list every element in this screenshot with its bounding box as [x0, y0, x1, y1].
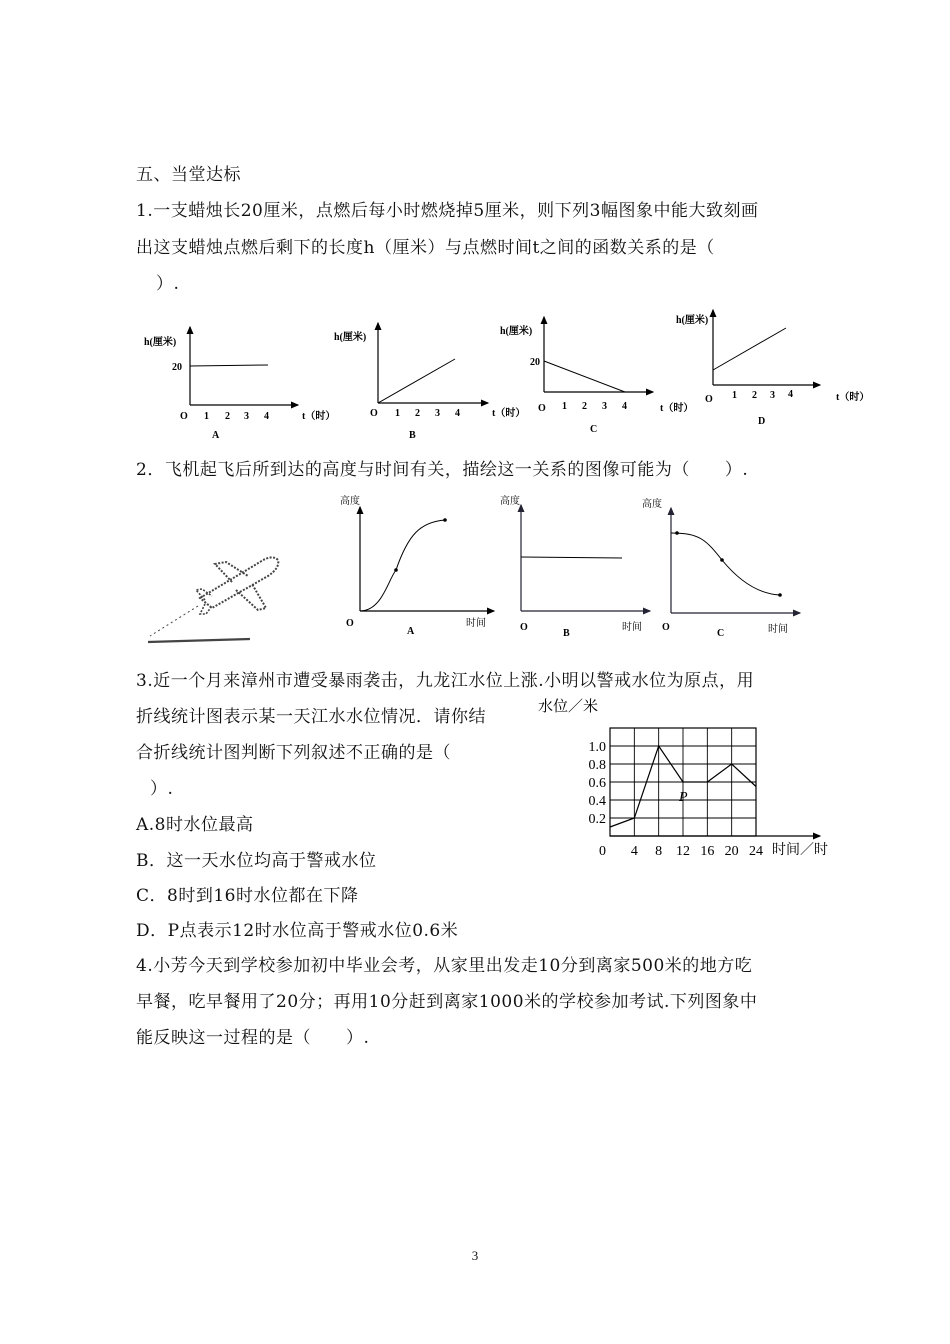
graph-1c-x-tick: 2: [582, 401, 587, 412]
chart-y-label: 水位／米: [538, 699, 599, 715]
graph-1b-x-tick: 3: [435, 408, 440, 419]
graph-1c-x-tick: 1: [562, 401, 567, 412]
graph-1b-x-tick: 4: [455, 408, 460, 419]
graph-2b-x-axis: 时间: [622, 622, 642, 633]
graph-1b: [334, 323, 525, 441]
graph-2c-label: C: [717, 628, 725, 639]
chart-ticks: [589, 740, 764, 859]
graph-1d: [676, 310, 869, 427]
graph-2a-label: A: [407, 626, 415, 637]
section-title: 五、当堂达标: [136, 165, 241, 185]
question-4-line-2: 早餐，吃早餐用了20分；再用10分赶到离家1000米的学校参加考试.下列图象中: [136, 992, 758, 1012]
graph-1b-label: B: [409, 430, 416, 441]
question-2-graphs: [0, 490, 950, 650]
x-tick-label: 16: [700, 844, 715, 859]
x-tick-label: 12: [676, 844, 690, 859]
question-3-line-2: 折线统计图表示某一天江水水位情况．请你结: [136, 707, 486, 727]
question-3-option-b: B．这一天水位均高于警戒水位: [136, 851, 377, 871]
graph-2c-y-axis: 高度: [642, 499, 662, 510]
graph-2a: [340, 494, 494, 637]
y-tick-label: 0.2: [588, 812, 606, 827]
graph-1d-x-tick: 1: [732, 390, 737, 401]
y-tick-label: 0.6: [588, 776, 606, 791]
question-1-graphs: [0, 305, 950, 445]
question-4-line-1: 4.小芳今天到学校参加初中毕业会考，从家里出发走10分到离家500米的地方吃: [136, 956, 753, 976]
x-tick-label: 24: [749, 844, 763, 859]
x-tick-label: 8: [655, 844, 663, 859]
question-3-option-c: C．8时到16时水位都在下降: [136, 886, 359, 906]
graph-1a-x-axis: t（时）: [302, 411, 336, 422]
graph-1c-x-tick: 3: [602, 401, 607, 412]
x-tick-label: 4: [630, 844, 638, 859]
graph-2b-label: B: [563, 628, 570, 639]
graph-1d-label: D: [758, 416, 766, 427]
graph-2a-x-axis: 时间: [466, 618, 486, 629]
point-p-label: P: [679, 790, 688, 805]
graph-1c-origin: O: [538, 403, 546, 414]
graph-2c-x-axis: 时间: [768, 624, 788, 635]
graph-1b-x-axis: t（时）: [492, 408, 526, 419]
question-1-line-2: 出这支蜡烛点燃后剩下的长度h（厘米）与点燃时间t之间的函数关系的是（: [136, 238, 715, 258]
graph-1a-x-tick: 1: [204, 411, 209, 422]
graph-2b: [500, 494, 650, 639]
graph-2c: [642, 497, 800, 639]
graph-1c: [500, 317, 693, 435]
question-4-line-3: 能反映这一过程的是（ ）.: [136, 1028, 370, 1048]
graph-1c-label: C: [590, 424, 598, 435]
graph-1a-origin: O: [180, 411, 188, 422]
graph-1a-x-tick: 4: [264, 411, 269, 422]
graph-1d-y-axis: h(厘米): [676, 315, 709, 326]
graph-2b-y-axis: 高度: [500, 496, 520, 507]
graph-1b-origin: O: [370, 408, 378, 419]
question-1-line-1: 1.一支蜡烛长20厘米，点燃后每小时燃烧掉5厘米，则下列3幅图象中能大致刻画: [136, 201, 759, 221]
graph-1c-x-axis: t（时）: [660, 403, 694, 414]
graph-1b-y-axis: h(厘米): [334, 332, 367, 343]
question-1-line-3: ）.: [156, 274, 180, 294]
graph-1a-x-tick: 2: [225, 411, 230, 422]
graph-1d-x-axis: t（时）: [836, 392, 870, 403]
graph-1d-x-tick: 2: [752, 390, 757, 401]
question-2-text: 2．飞机起飞后所到达的高度与时间有关，描绘这一关系的图像可能为（ ）.: [136, 460, 749, 480]
water-level-chart: [530, 690, 850, 860]
graph-1a-label: A: [212, 430, 220, 441]
graph-1b-x-tick: 2: [415, 408, 420, 419]
graph-2a-y-axis: 高度: [340, 496, 360, 507]
graph-1b-x-tick: 1: [395, 408, 400, 419]
x-tick-label: 20: [724, 844, 739, 859]
graph-1a: [144, 327, 335, 441]
y-tick-label: 0.8: [588, 758, 606, 773]
airplane-icon: [148, 557, 278, 642]
page-number: 3: [471, 1248, 479, 1263]
graph-1a-y-tick: 20: [172, 362, 182, 373]
graph-1c-x-tick: 4: [622, 401, 627, 412]
graph-1d-x-tick: 4: [788, 389, 793, 400]
y-tick-label: 0.4: [588, 794, 606, 809]
graph-1d-origin: O: [705, 394, 713, 405]
chart-x-label: 时间／时: [772, 843, 828, 858]
question-3-line-4: ）.: [150, 779, 174, 799]
question-3-option-d: D．P点表示12时水位高于警戒水位0.6米: [136, 921, 459, 941]
graph-1c-y-axis: h(厘米): [500, 326, 533, 337]
question-3-line-1: 3.近一个月来漳州市遭受暴雨袭击，九龙江水位上涨.小明以警戒水位为原点，用: [136, 671, 755, 691]
graph-1a-y-axis: h(厘米): [144, 337, 177, 348]
question-3-line-3: 合折线统计图判断下列叙述不正确的是（: [136, 743, 451, 763]
graph-2b-origin: O: [520, 622, 528, 633]
x-tick-label: 0: [599, 844, 606, 859]
graph-2a-origin: O: [346, 618, 354, 629]
question-3-option-a: A.8时水位最高: [136, 815, 254, 835]
graph-1d-x-tick: 3: [770, 390, 775, 401]
graph-1a-x-tick: 3: [244, 411, 249, 422]
y-tick-label: 1.0: [588, 740, 606, 755]
graph-1c-y-tick: 20: [530, 357, 540, 368]
graph-2c-origin: O: [662, 622, 670, 633]
